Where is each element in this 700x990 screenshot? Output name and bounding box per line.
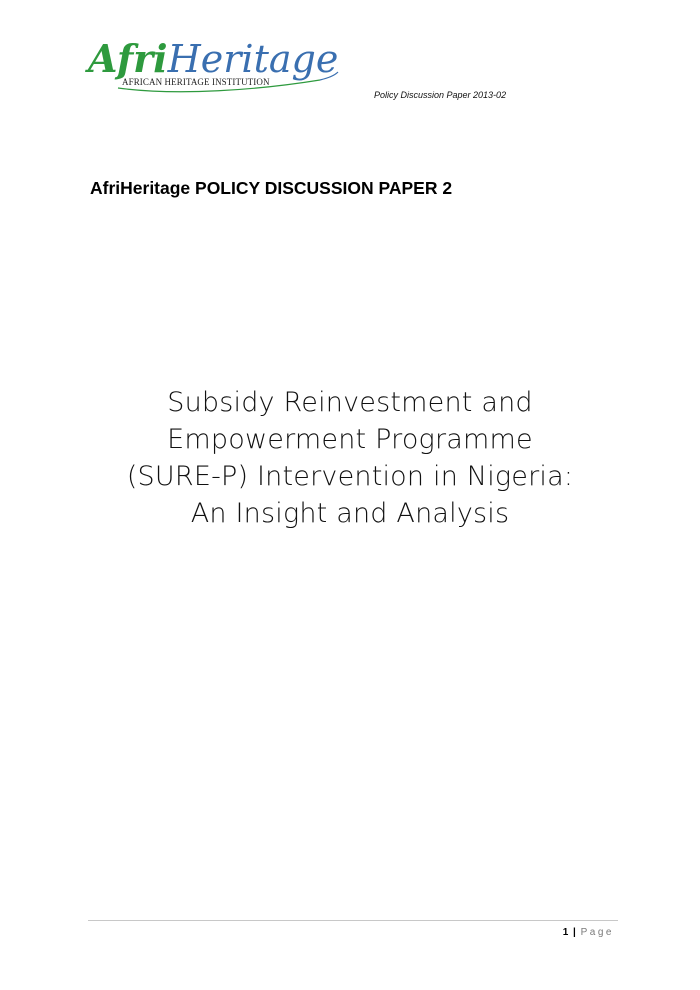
- logo-wordmark: [88, 36, 338, 82]
- document-title: [60, 384, 640, 532]
- logo-wordmark-heritage: Heritage: [167, 37, 339, 81]
- running-header: Policy Discussion Paper 2013-02: [374, 90, 507, 100]
- logo-subtitle: AFRICAN HERITAGE INSTITUTION: [122, 77, 270, 87]
- series-title: AfriHeritage POLICY DISCUSSION PAPER 2: [90, 178, 453, 198]
- document-title-line: Subsidy Reinvestment and: [167, 387, 533, 418]
- document-title-line: (SURE-P) Intervention in Nigeria:: [126, 461, 574, 492]
- logo-wordmark-afri: Afri: [88, 36, 168, 81]
- document-title-line: Empowerment Programme: [167, 424, 533, 455]
- page-number: 1: [562, 927, 569, 938]
- document-title-line: An Insight and Analysis: [190, 498, 510, 529]
- footer-divider: [88, 920, 618, 921]
- page-label: Page: [580, 927, 614, 938]
- page-separator: |: [573, 927, 576, 938]
- page-footer: [563, 927, 614, 938]
- afriheritage-logo: [88, 36, 358, 100]
